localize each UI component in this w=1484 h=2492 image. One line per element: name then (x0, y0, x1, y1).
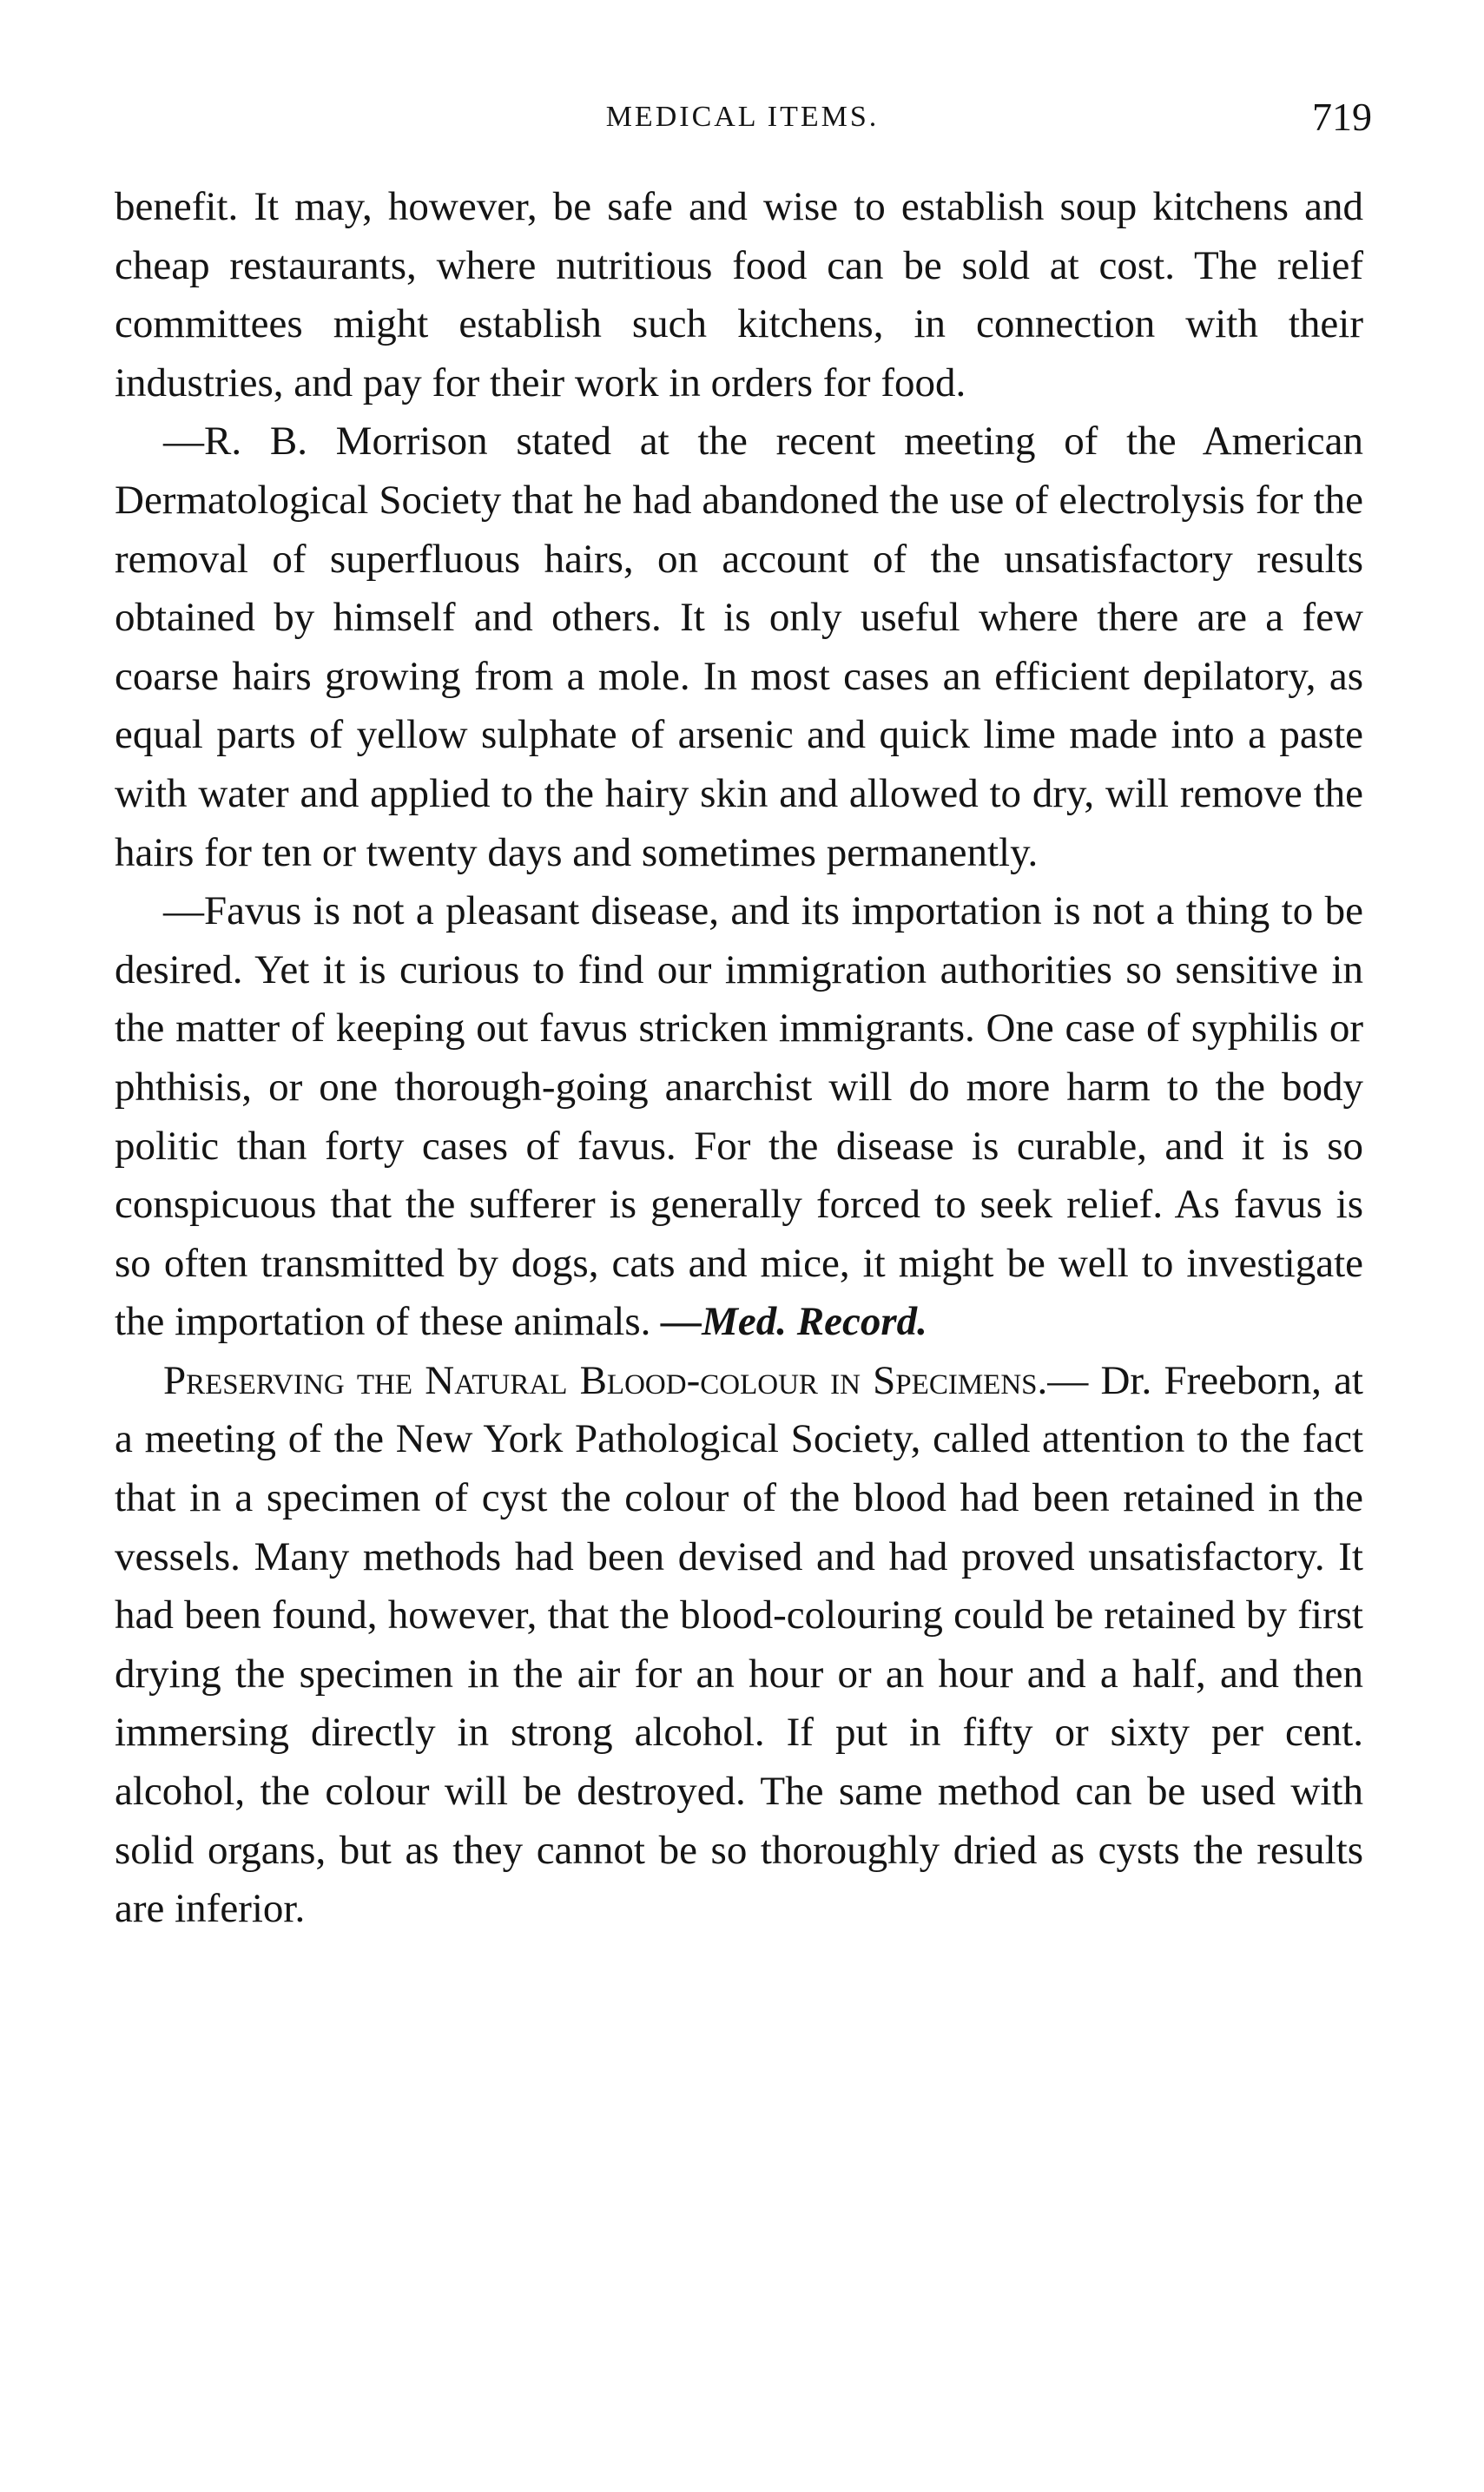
favus-text: —Favus is not a pleasant disease, and its importation is not a thing to be desired. Yet it is curious to find our immigration authorities so sensitive in the matter of keeping out favus stricken immigrants. One case of syphilis or phthisis, or one thorough-going anarchist will do more harm to the body politic than forty cases of favus. For the disease is curable, and it is so conspicuous that the sufferer is generally forced to seek relief. As favus is so often transmitted by dogs, cats and mice, it might be well to investigate the importation of these animals. (115, 888, 1363, 1345)
paragraph-favus (115, 882, 1363, 1352)
running-title: MEDICAL ITEMS. (605, 101, 880, 133)
blood-colour-text: Dr. Freeborn, at a meeting of the New York Pathological Society, called attention to the fact that in a specimen of cyst the colour of the blood had been retained in the vessels. Many methods had been devised and had proved unsatisfactory. It had been found, however, that the blood-colouring could be retained by first drying the specimen in the air for an hour or an hour and a half, and then immersing directly in strong alcohol. If put in fifty or sixty per cent. alcohol, the colour will be destroyed. The same method can be used with solid organs, but as they cannot be so thoroughly dried as cysts the results are inferior. (115, 1357, 1363, 1932)
paragraph-electrolysis: —R. B. Morrison stated at the recent meeting of the American Dermatological Society that he had abandoned the use of electrolysis for the removal of superfluous hairs, on account of the unsatisfactory results obtained by himself and others. It is only useful where there are a few coarse hairs growing from a mole. In most cases an efficient depilatory, as equal parts of yellow sulphate of arsenic and quick lime made into a paste with water and applied to the hairy skin and allowed to dry, will remove the hairs for ten or twenty days and sometimes permanently. (115, 419, 1363, 875)
body-text (115, 178, 1363, 1939)
running-head (113, 94, 1372, 146)
citation-med-record: —Med. Record. (661, 1299, 927, 1345)
paragraph-soup-kitchens: benefit. It may, however, be safe and wise to establish soup kitchens and cheap restaurants, where nutritious food can be sold at cost. The relief committees might establish such kitchens, in connection with their industries, and pay for their work in orders for food. (115, 184, 1363, 405)
section-heading: Preserving the Natural Blood-colour in Specimens.— (163, 1357, 1089, 1403)
paragraph-blood-colour (115, 1352, 1363, 1939)
page-number: 719 (1312, 95, 1372, 139)
